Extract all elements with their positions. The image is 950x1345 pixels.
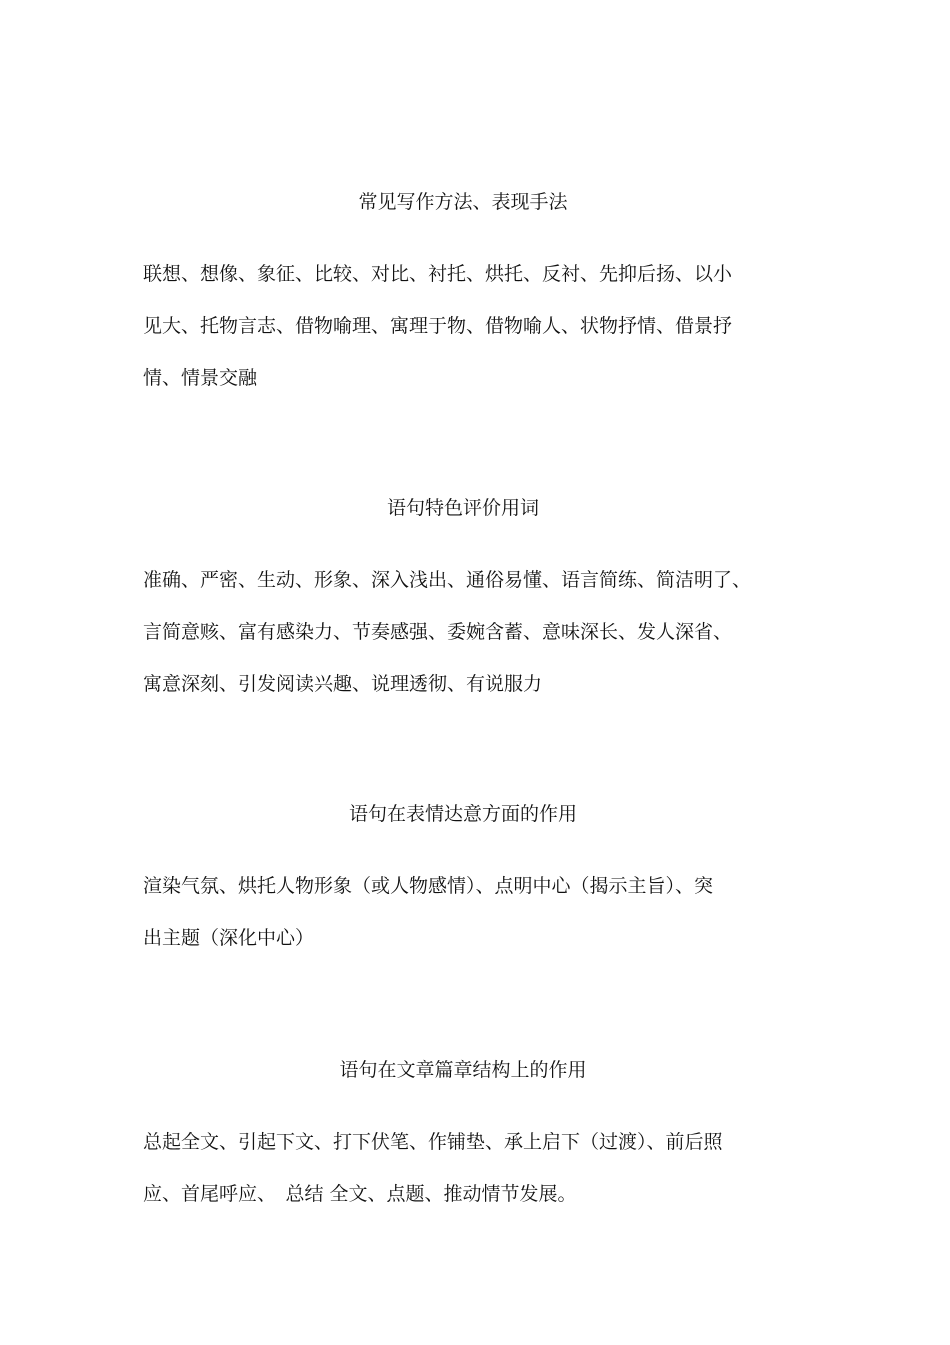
section-heading-writing-methods: 常见写作方法、表现手法 [358, 191, 568, 213]
body-line: 渲染气氛、烘托人物形象（或人物感情）、点明中心（揭示主旨）、突 [143, 875, 714, 897]
section-body-writing-methods [143, 248, 783, 404]
section-body-sentence-evaluation [143, 554, 783, 710]
body-line: 出主题（深化中心） [143, 927, 315, 949]
section-heading-expression-function: 语句在表情达意方面的作用 [348, 803, 577, 825]
body-line: 见大、托物言志、借物喻理、寓理于物、借物喻人、状物抒情、借景抒 [143, 315, 733, 337]
body-line: 言简意赅、富有感染力、节奏感强、委婉含蓄、意味深长、发人深省、 [143, 621, 733, 643]
body-line: 准确、严密、生动、形象、深入浅出、通俗易懂、语言简练、简洁明了、 [143, 569, 752, 591]
body-line: 总起全文、引起下文、打下伏笔、作铺垫、承上启下（过渡）、前后照 [143, 1131, 723, 1153]
section-heading-structure-function: 语句在文章篇章结构上的作用 [339, 1059, 587, 1081]
section-body-expression-function [143, 860, 783, 964]
section-body-structure-function [143, 1116, 783, 1220]
body-line: 联想、想像、象征、比较、对比、衬托、烘托、反衬、先抑后扬、以小 [143, 263, 733, 285]
section-heading-sentence-evaluation: 语句特色评价用词 [386, 497, 539, 519]
body-line: 寓意深刻、引发阅读兴趣、说理透彻、有说服力 [143, 673, 543, 695]
body-line: 应、首尾呼应、 总结 全文、点题、推动情节发展。 [143, 1183, 577, 1205]
body-line: 情、情景交融 [143, 367, 258, 389]
